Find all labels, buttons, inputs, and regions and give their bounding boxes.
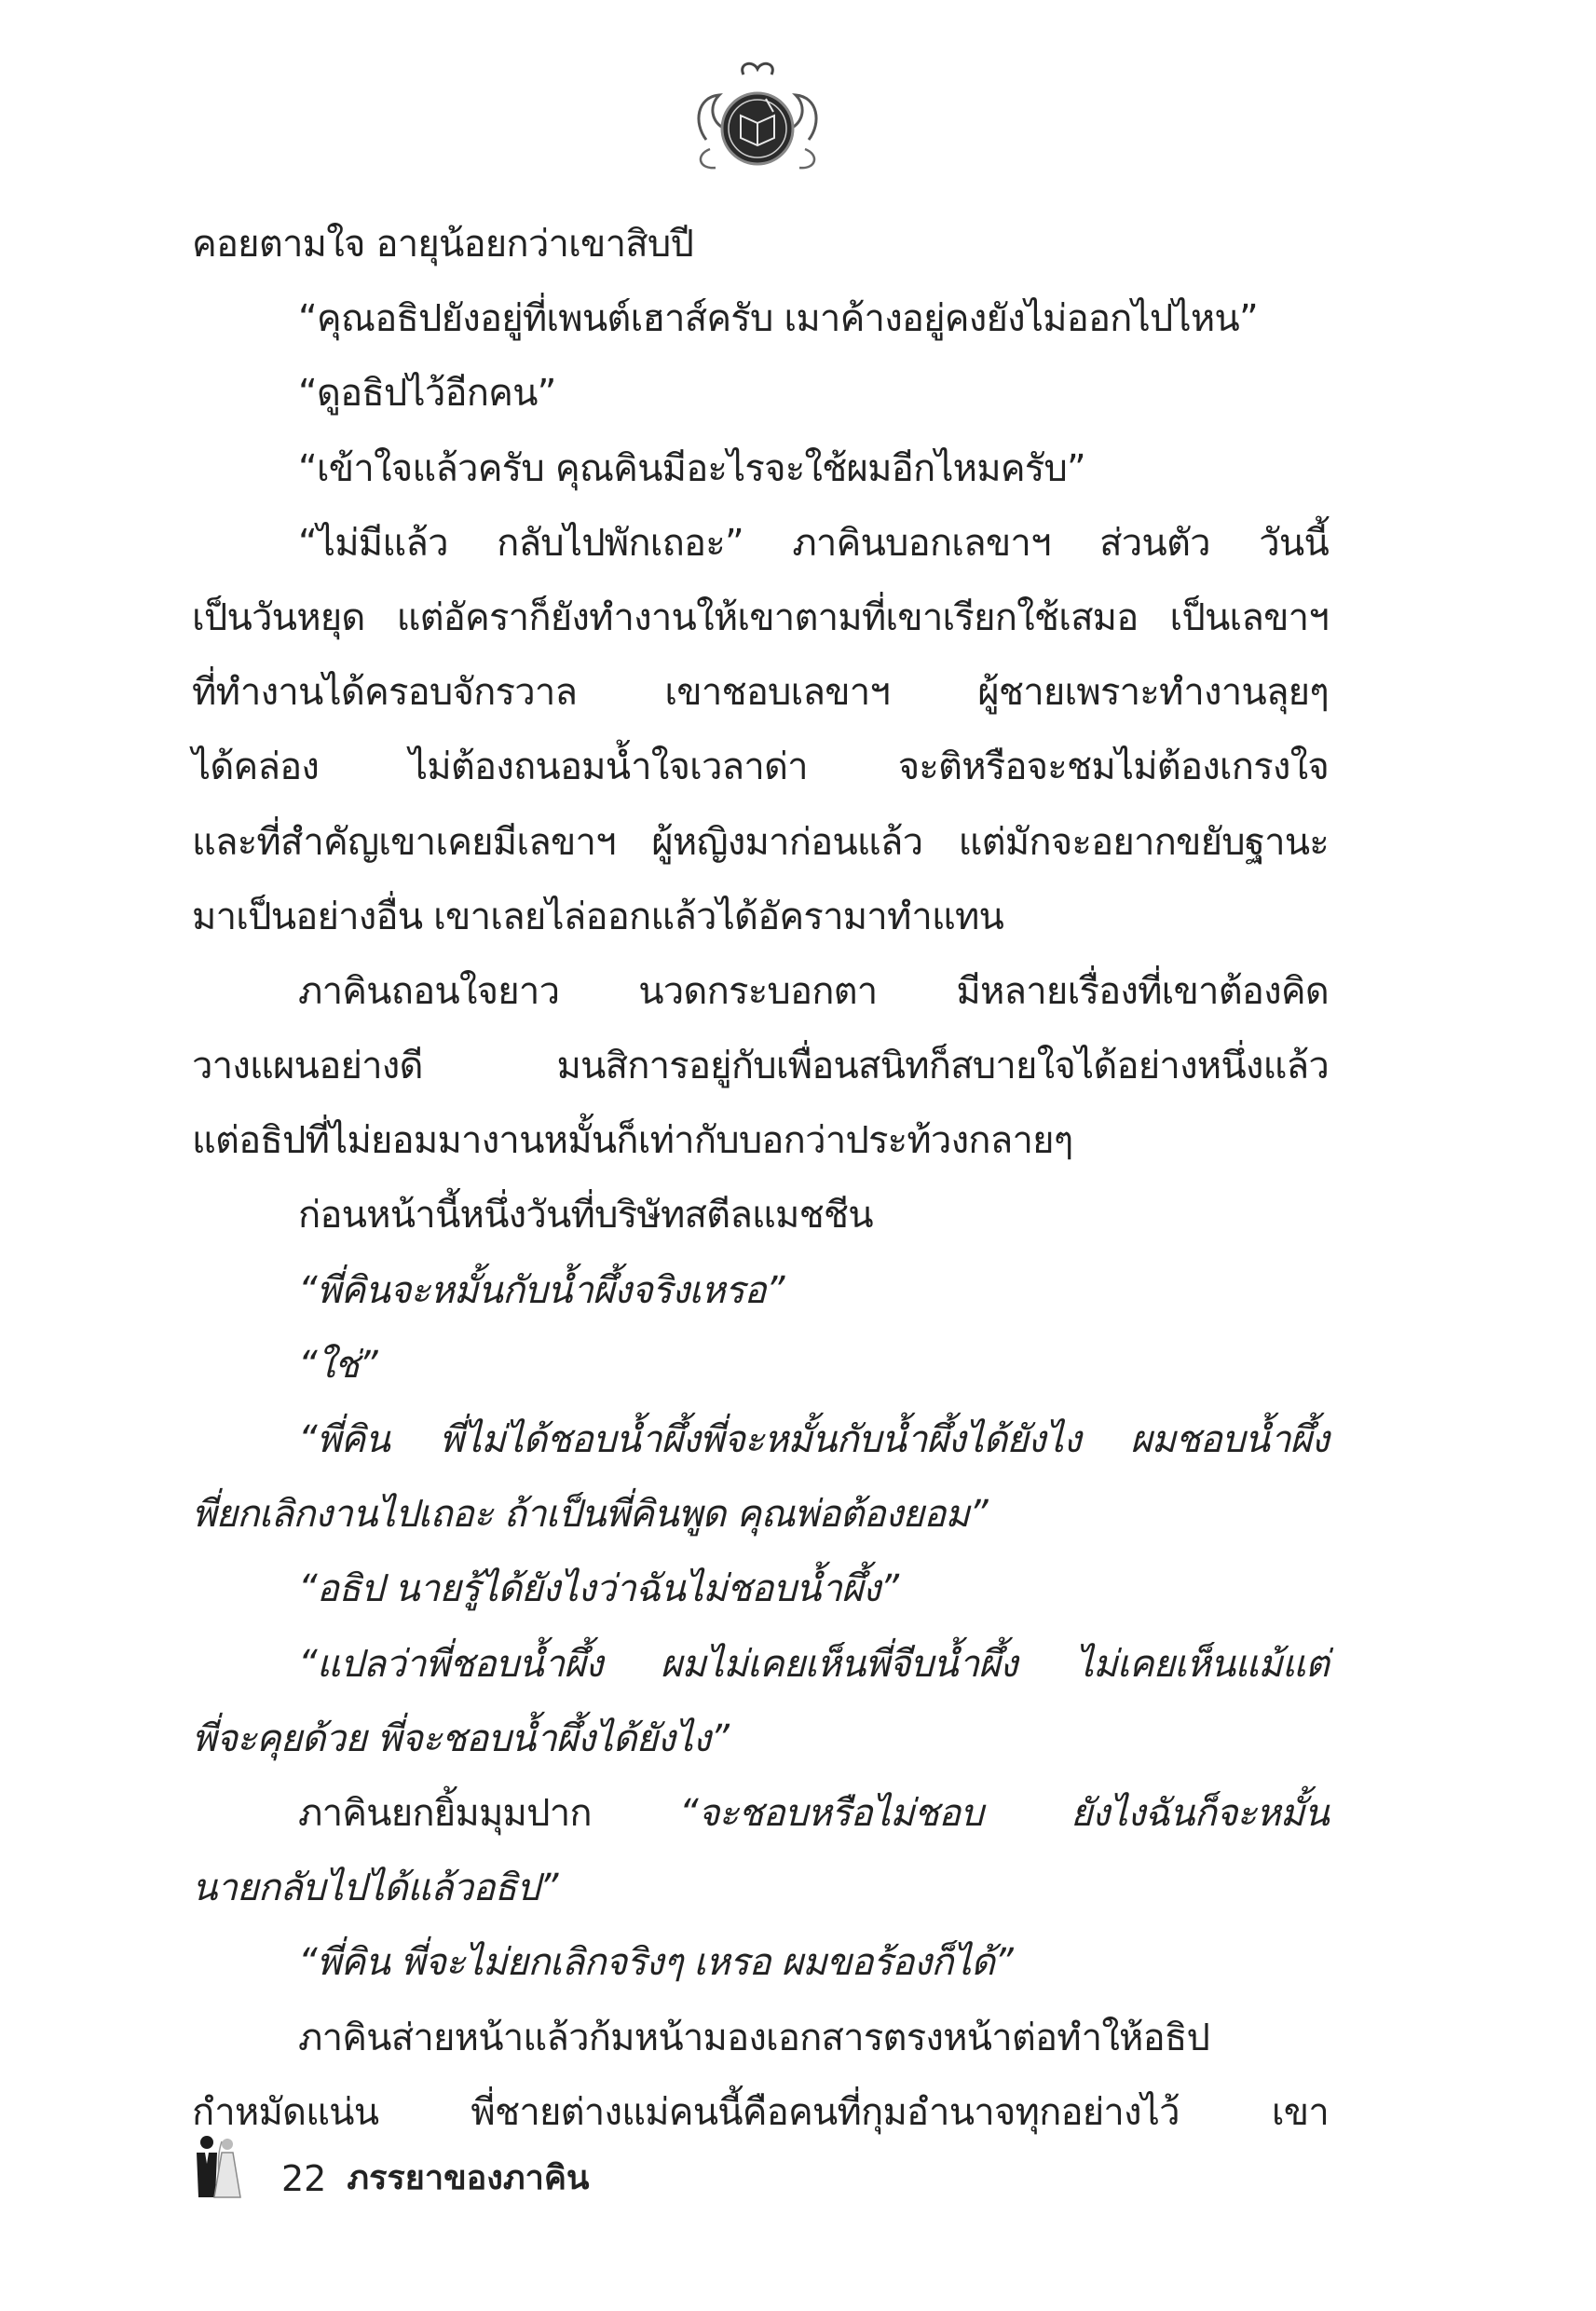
text-line: นายกลับไปได้แล้วอธิป” <box>192 1867 558 1910</box>
text-line: ภาคินส่ายหน้าแล้วก้มหน้ามองเอกสารตรงหน้าต่อทำให้อธิป <box>298 2016 1210 2059</box>
text-line: “ใช่” <box>298 1343 377 1387</box>
text-line: กำหมัดแน่น พี่ชายต่างแม่คนนี้คือคนที่กุมอำนาจทุกอย่างไว้ เขา <box>192 2090 1329 2134</box>
text-line: เป็นวันหยุด แต่อัคราก็ยังทำงานให้เขาตามที่เขาเรียกใช้เสมอ เป็นเลขาฯ <box>192 595 1329 639</box>
page-number: 22 <box>281 2158 327 2199</box>
text-line <box>192 1776 1329 1851</box>
narration-text: ภาคินยกยิ้มมุมปาก <box>298 1791 680 1835</box>
text-line: “แปลว่าพี่ชอบน้ำผึ้ง ผมไม่เคยเห็นพี่จีบน้ำผึ้ง ไม่เคยเห็นแม้แต่ <box>298 1642 1329 1686</box>
body-text <box>192 207 1329 2150</box>
text-line: “ไม่มีแล้ว กลับไปพักเถอะ” ภาคินบอกเลขาฯ ส่วนตัว วันนี้ <box>298 521 1329 565</box>
text-line: ภาคินถอนใจยาว นวดกระบอกตา มีหลายเรื่องที่เขาต้องคิด <box>298 969 1329 1013</box>
text-line: พี่ยกเลิกงานไปเถอะ ถ้าเป็นพี่คินพูด คุณพ่อต้องยอม” <box>192 1493 988 1537</box>
text-line: “พี่คิน พี่จะไม่ยกเลิกจริงๆ เหรอ ผมขอร้องก็ได้” <box>298 1941 1014 1985</box>
text-line: พี่จะคุยด้วย พี่จะชอบน้ำผึ้งได้ยังไง” <box>192 1716 730 1760</box>
text-line: แต่อธิปที่ไม่ยอมมางานหมั้นก็เท่ากับบอกว่าประท้วงกลายๆ <box>192 1119 1073 1163</box>
text-line: และที่สำคัญเขาเคยมีเลขาฯ ผู้หญิงมาก่อนแล้ว แต่มักจะอยากขยับฐานะ <box>192 820 1329 864</box>
text-line: “อธิป นายรู้ได้ยังไงว่าฉันไม่ชอบน้ำผึ้ง” <box>298 1567 899 1611</box>
wedding-couple-icon <box>192 2134 242 2199</box>
text-line: ก่อนหน้านี้หนึ่งวันที่บริษัทสตีลแมชชีน <box>298 1194 873 1238</box>
text-line: คอยตามใจ อายุน้อยกว่าเขาสิบปี <box>192 223 694 266</box>
publisher-logo <box>688 58 827 179</box>
text-line: “คุณอธิปยังอยู่ที่เพนต์เฮาส์ครับ เมาค้างอยู่คงยังไม่ออกไปไหน” <box>298 297 1258 341</box>
dialogue-text: “จะชอบหรือไม่ชอบ ยังไงฉันก็จะหมั้น <box>679 1791 1329 1835</box>
ornament-emblem-icon <box>688 58 827 179</box>
page-footer <box>192 2134 590 2199</box>
text-line: ที่ทำงานได้ครอบจักรวาล เขาชอบเลขาฯ ผู้ชายเพราะทำงานลุยๆ <box>192 671 1329 715</box>
running-title: ภรรยาของภาคิน <box>347 2159 590 2197</box>
text-line: “พี่คินจะหมั้นกับน้ำผึ้งจริงเหรอ” <box>298 1268 784 1312</box>
text-line: “เข้าใจแล้วครับ คุณคินมีอะไรจะใช้ผมอีกไหมครับ” <box>298 446 1085 490</box>
text-line: มาเป็นอย่างอื่น เขาเลยไล่ออกแล้วได้อัครามาทำแทน <box>192 895 1004 938</box>
text-line: “ดูอธิปไว้อีกคน” <box>298 372 556 416</box>
text-line: ได้คล่อง ไม่ต้องถนอมน้ำใจเวลาด่า จะติหรือจะชมไม่ต้องเกรงใจ <box>192 745 1329 789</box>
text-line: วางแผนอย่างดี มนสิการอยู่กับเพื่อนสนิทก็สบายใจได้อย่างหนึ่งแล้ว <box>192 1045 1329 1088</box>
text-line: “พี่คิน พี่ไม่ได้ชอบน้ำผึ้งพี่จะหมั้นกับน้ำผึ้งได้ยังไง ผมชอบน้ำผึ้ง <box>298 1418 1329 1461</box>
